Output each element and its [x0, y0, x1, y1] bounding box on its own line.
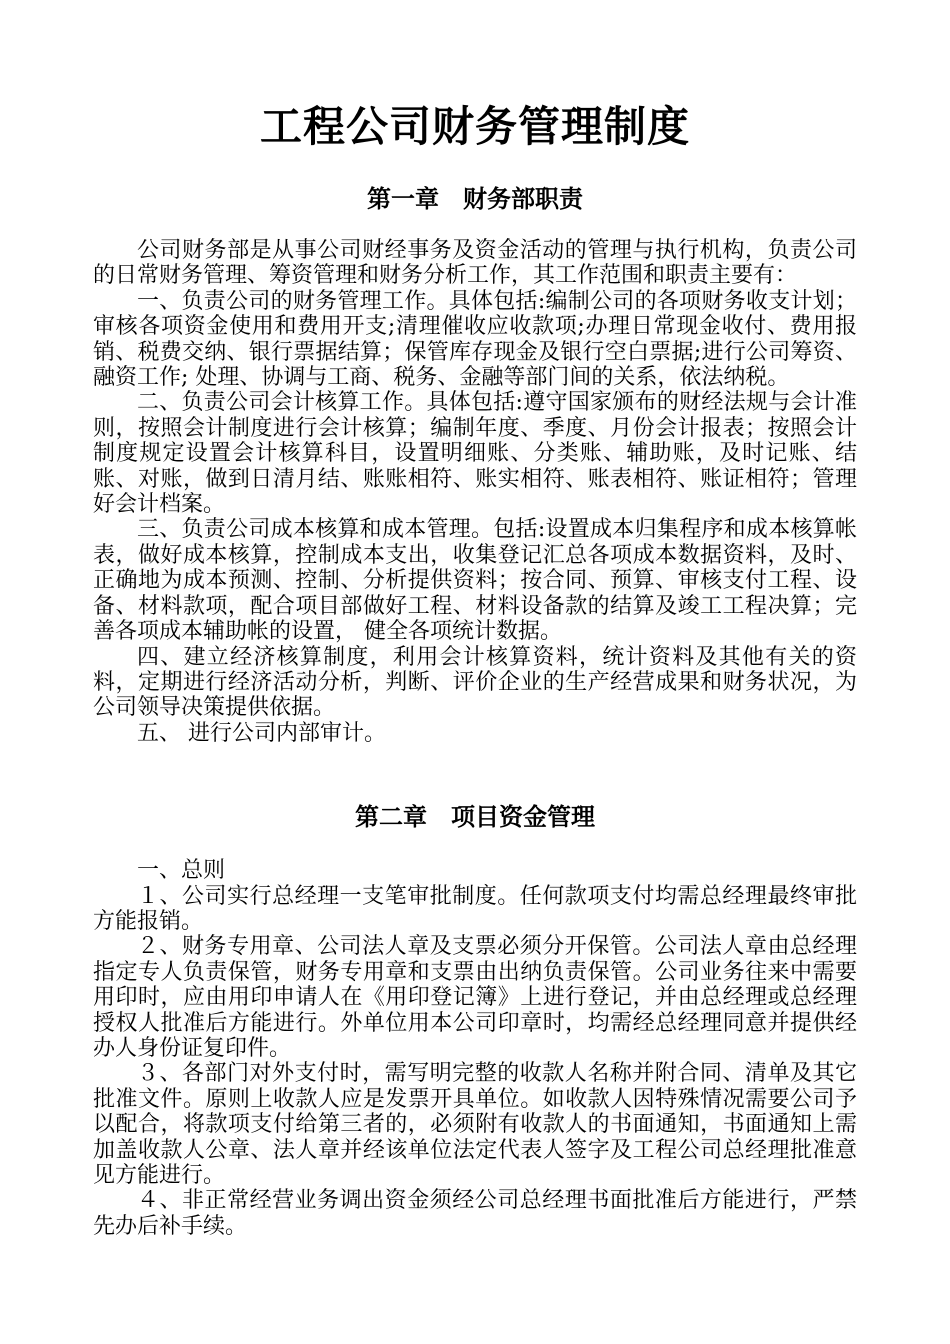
chapter-1-heading: 第一章 财务部职责 — [367, 185, 583, 213]
chapter-1-body — [93, 238, 857, 746]
paragraph: 二、负责公司会计核算工作。具体包括:遵守国家颁布的财经法规与会计准则，按照会计制度进行会计核算；编制年度、季度、月份会计报表；按照会计制度规定设置会计核算科目，设置明细账、分类账、辅助账，及时记账、结账、对账，做到日清月结、账账相符、账实相符、账表相符、账证相符；管理好会计档案。 — [93, 390, 857, 518]
paragraph: 五、 进行公司内部审计。 — [137, 720, 386, 746]
paragraph: ４、非正常经营业务调出资金须经公司总经理书面批准后方能进行，严禁先办后补手续。 — [93, 1188, 857, 1239]
document-title: 工程公司财务管理制度 — [259, 102, 690, 151]
chapter-2-heading: 第二章 项目资金管理 — [355, 803, 595, 832]
paragraph: ３、各部门对外支付时，需写明完整的收款人名称并附合同、清单及其它批准文件。原则上收款人应是发票开具单位。如收款人因特殊情况需要公司予以配合，将款项支付给第三者的，必须附有收款人的书面通知，书面通知上需加盖收款人公章、法人章并经该单位法定代表人签字及工程公司总经理批准意见方能进行。 — [93, 1061, 857, 1188]
paragraph: 四、建立经济核算制度，利用会计核算资料，统计资料及其他有关的资料，定期进行经济活动分析，判断、评价企业的生产经营成果和财务状况，为公司领导决策提供依据。 — [93, 644, 857, 721]
paragraph: 公司财务部是从事公司财经事务及资金活动的管理与执行机构，负责公司的日常财务管理、筹资管理和财务分析工作，其工作范围和职责主要有： — [93, 238, 857, 289]
paragraph: １、公司实行总经理一支笔审批制度。任何款项支付均需总经理最终审批方能报销。 — [93, 883, 857, 934]
paragraph: 一、总则 — [137, 858, 226, 884]
paragraph: 一、负责公司的财务管理工作。具体包括:编制公司的各项财务收支计划；审核各项资金使用和费用开支;清理催收应收款项;办理日常现金收付、费用报销、税费交纳、银行票据结算；保管库存现金及银行空白票据;进行公司筹资、融资工作; 处理、协调与工商、税务、金融等部门间的关系，依法纳税。 — [93, 288, 857, 391]
paragraph: ２、财务专用章、公司法人章及支票必须分开保管。公司法人章由总经理指定专人负责保管，财务专用章和支票由出纳负责保管。公司业务往来中需要用印时，应由用印申请人在《用印登记簿》上进行登记，并由总经理或总经理授权人批准后方能进行。外单位用本公司印章时，均需经总经理同意并提供经办人身份证复印件。 — [93, 934, 857, 1061]
paragraph: 三、负责公司成本核算和成本管理。包括:设置成本归集程序和成本核算帐表，做好成本核算，控制成本支出，收集登记汇总各项成本数据资料，及时、正确地为成本预测、控制、分析提供资料；按合同、预算、审核支付工程、设备、材料款项，配合项目部做好工程、材料设备款的结算及竣工工程决算；完善各项成本辅助帐的设置， 健全各项统计数据。 — [93, 517, 857, 645]
chapter-2-body — [93, 858, 857, 1239]
